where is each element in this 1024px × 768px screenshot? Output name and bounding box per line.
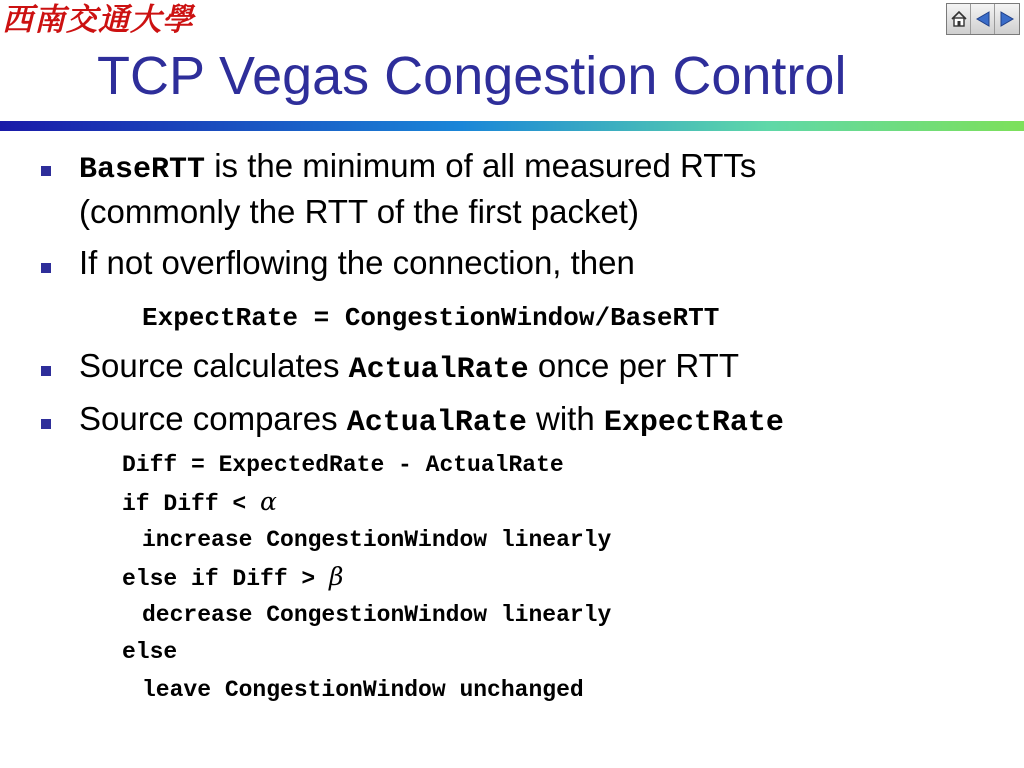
bullet-basertt bbox=[79, 146, 756, 190]
bullet-not-overflowing: If not overflowing the connection, then bbox=[79, 244, 635, 281]
next-slide-button[interactable] bbox=[995, 4, 1019, 34]
bullet-marker bbox=[41, 366, 51, 376]
pseudo-line-decrease: decrease CongestionWindow linearly bbox=[142, 602, 612, 628]
code-actualrate: ActualRate bbox=[346, 406, 527, 440]
code-actualrate: ActualRate bbox=[348, 353, 529, 387]
slide-nav bbox=[946, 3, 1020, 35]
bullet-marker bbox=[41, 419, 51, 429]
bullet-source-compares bbox=[79, 399, 784, 443]
pseudo-line-else: else bbox=[122, 639, 178, 665]
bullet-source-calculates bbox=[79, 346, 739, 390]
pseudo-line-if-alpha bbox=[122, 487, 277, 519]
code-basertt: BaseRTT bbox=[79, 153, 206, 187]
pseudo-text: else if Diff > bbox=[122, 566, 330, 592]
beta-symbol: β bbox=[329, 562, 344, 591]
title-gradient-rule bbox=[0, 121, 1024, 131]
next-triangle-icon bbox=[998, 10, 1016, 28]
bullet-text: Source compares bbox=[79, 400, 347, 437]
pseudo-line-increase: increase CongestionWindow linearly bbox=[142, 527, 612, 553]
bullet-basertt-continuation: (commonly the RTT of the first packet) bbox=[79, 193, 639, 230]
pseudo-text: if Diff < bbox=[122, 491, 261, 517]
bullet-text: once per RTT bbox=[528, 347, 739, 384]
pseudo-line-diff: Diff = ExpectedRate - ActualRate bbox=[122, 452, 564, 478]
code-expectrate: ExpectRate bbox=[603, 406, 784, 440]
prev-triangle-icon bbox=[974, 10, 992, 28]
bullet-text: with bbox=[526, 400, 604, 437]
home-button[interactable] bbox=[947, 4, 971, 34]
bullet-marker bbox=[41, 166, 51, 176]
home-icon bbox=[950, 10, 968, 28]
slide-title: TCP Vegas Congestion Control bbox=[97, 46, 847, 106]
expect-rate-formula: ExpectRate = CongestionWindow/BaseRTT bbox=[142, 303, 720, 333]
previous-slide-button[interactable] bbox=[971, 4, 995, 34]
bullet-text: Source calculates bbox=[79, 347, 349, 384]
university-logo: 西南交通大學 bbox=[2, 2, 194, 38]
bullet-marker bbox=[41, 263, 51, 273]
pseudo-line-leave: leave CongestionWindow unchanged bbox=[142, 677, 584, 703]
bullet-text: is the minimum of all measured RTTs bbox=[205, 147, 757, 184]
alpha-symbol: α bbox=[260, 487, 277, 516]
pseudo-line-else-if-beta bbox=[122, 562, 344, 594]
